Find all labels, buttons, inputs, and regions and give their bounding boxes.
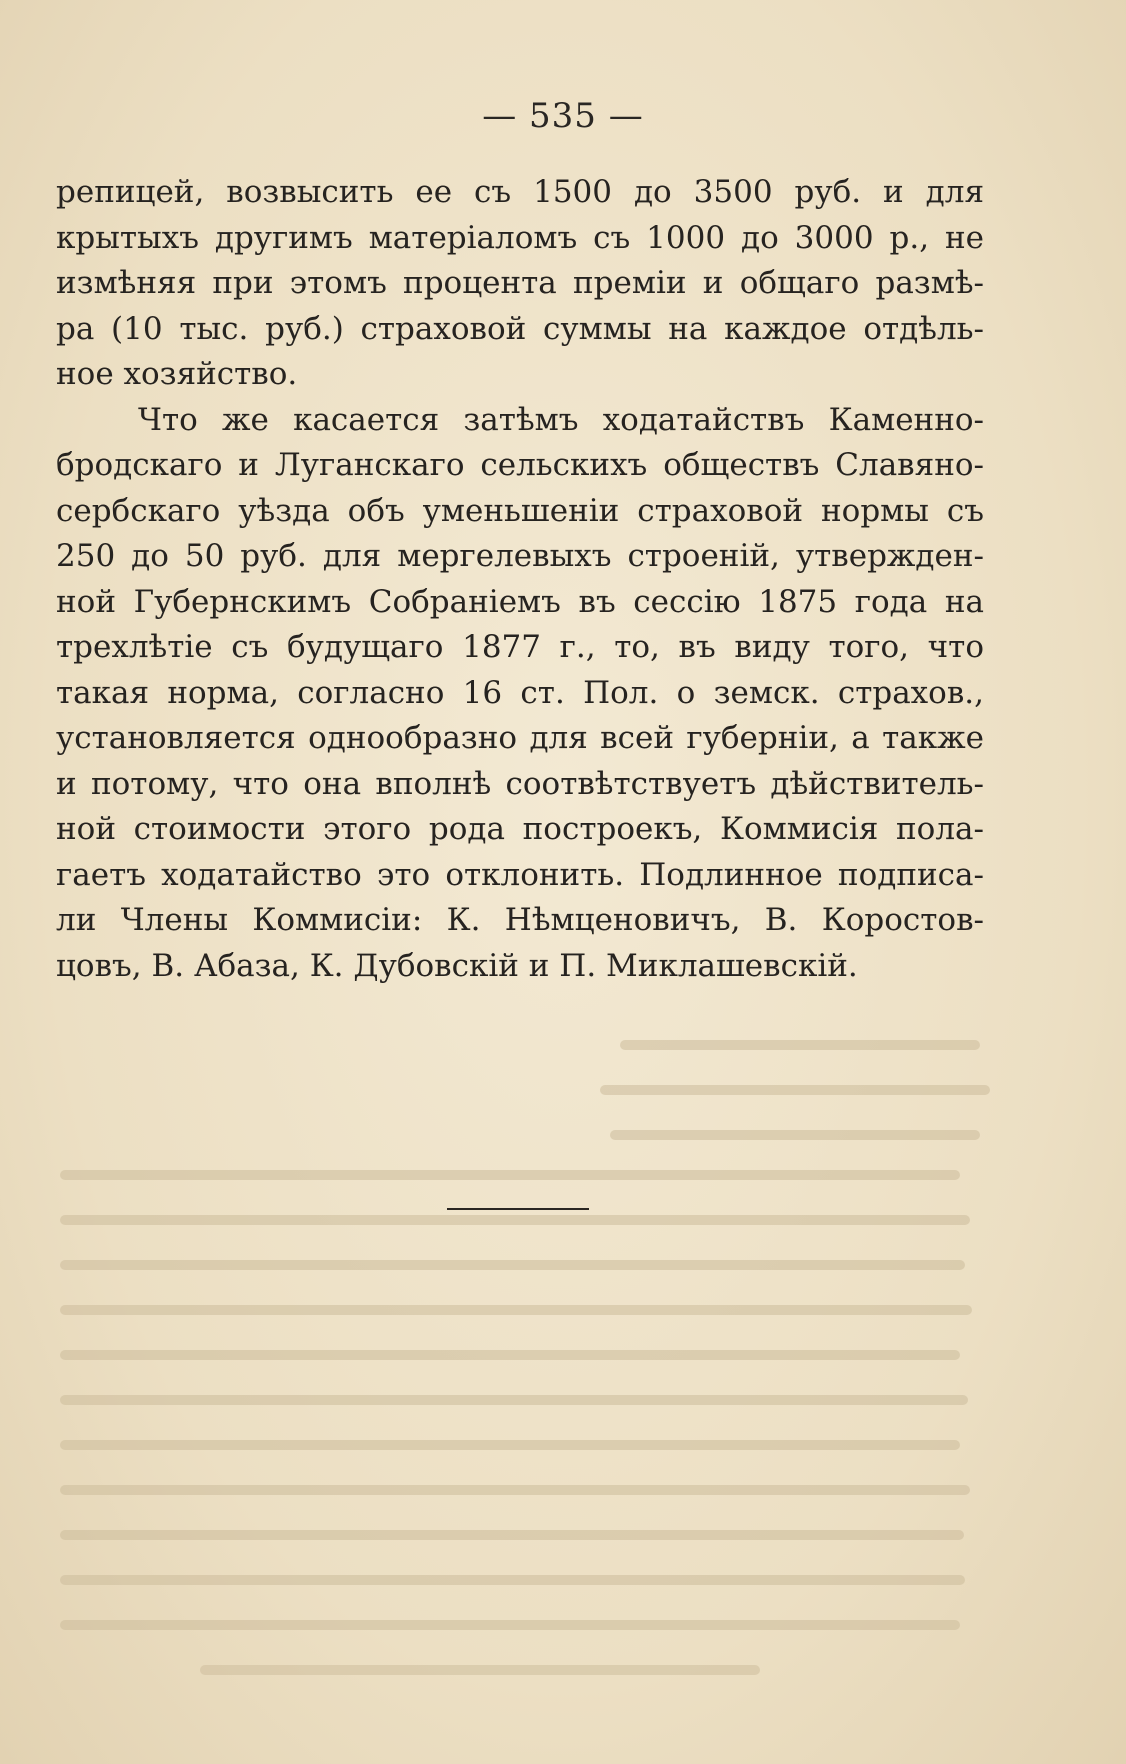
text-line: ной стоимости этого рода построекъ, Коммисія пола- bbox=[56, 811, 984, 847]
paragraph-1 bbox=[56, 170, 984, 398]
text-line: бродскаго и Луганскаго сельскихъ обществъ Славяно- bbox=[56, 447, 984, 483]
text-line: ли Члены Коммисіи: К. Нѣмценовичъ, В. Коростов- bbox=[56, 902, 984, 938]
text-line: ной Губернскимъ Собраніемъ въ сессію 1875 года на bbox=[56, 583, 984, 620]
text-line: трехлѣтіе съ будущаго 1877 г., то, въ виду того, что bbox=[56, 629, 984, 665]
text-line: ное хозяйство. bbox=[56, 356, 298, 392]
text-line: крытыхъ другимъ матеріаломъ съ 1000 до 3000 р., не bbox=[56, 219, 984, 256]
text-line: установляется однообразно для всей губерніи, а также bbox=[56, 720, 984, 756]
text-line: измѣняя при этомъ процента преміи и общаго размѣ- bbox=[56, 265, 984, 301]
text-line: гаетъ ходатайство это отклонить. Подлинное подписа- bbox=[56, 856, 984, 893]
text-line: сербскаго уѣзда объ уменьшеніи страховой нормы съ bbox=[56, 492, 984, 529]
text-line: репицей, возвысить ее съ 1500 до 3500 руб. и для bbox=[56, 174, 984, 210]
text-line: 250 до 50 руб. для мергелевыхъ строеній, утвержден- bbox=[56, 538, 984, 574]
text-line: ра (10 тыс. руб.) страховой суммы на каждое отдѣль- bbox=[56, 310, 984, 347]
text-line: и потому, что она вполнѣ соотвѣтствуетъ дѣйствитель- bbox=[56, 765, 984, 802]
page-number: — 535 — bbox=[482, 96, 644, 136]
body-text bbox=[56, 170, 984, 989]
text-line: Что же касается затѣмъ ходатайствъ Каменно- bbox=[138, 401, 984, 438]
section-divider bbox=[447, 1208, 589, 1210]
paragraph-2 bbox=[56, 398, 984, 990]
text-line: цовъ, В. Абаза, К. Дубовскій и П. Миклашевскій. bbox=[56, 947, 858, 984]
text-line: такая норма, согласно 16 ст. Пол. о земск. страхов., bbox=[56, 674, 984, 711]
